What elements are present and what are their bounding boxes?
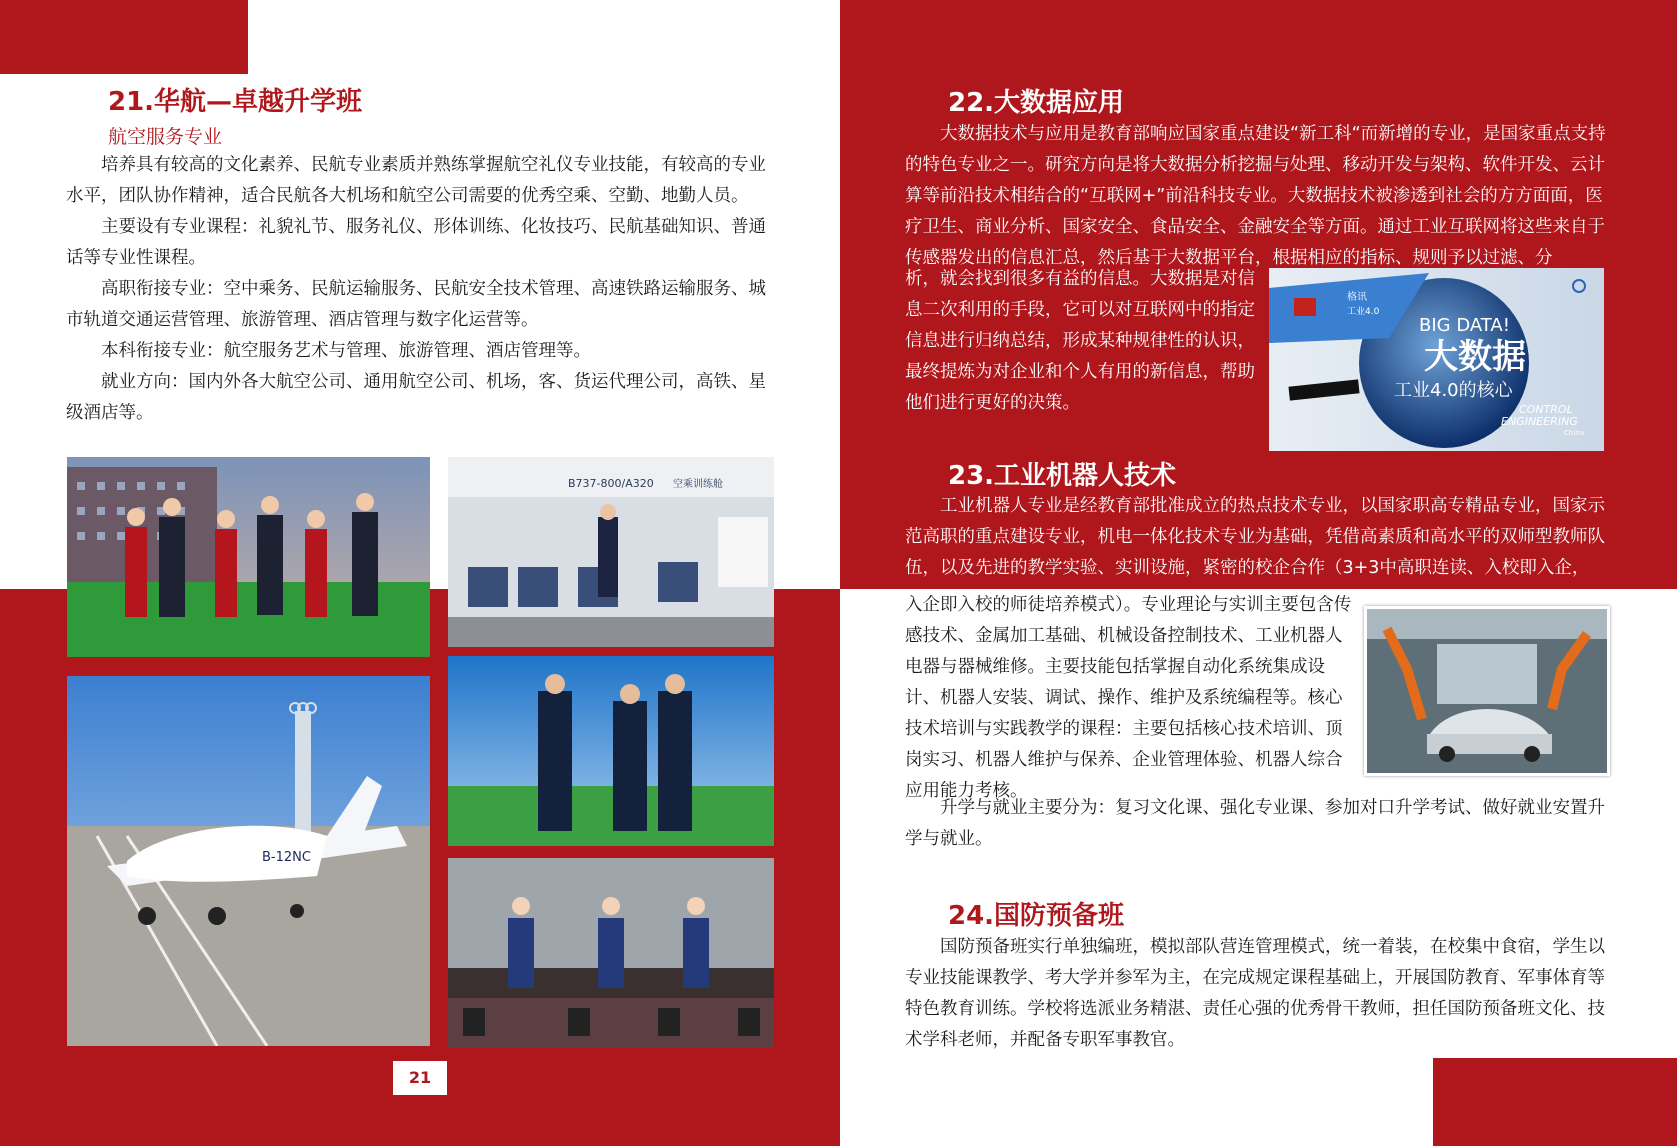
section-23-last-body xyxy=(905,793,1610,855)
industrial-robot-image xyxy=(1364,606,1610,776)
section-23-title: 23.工业机器人技术 xyxy=(948,461,1177,491)
paragraph: 本科衔接专业：航空服务艺术与管理、旅游管理、酒店管理等。 xyxy=(101,341,591,361)
section-24-body xyxy=(905,932,1610,1056)
big-data-image xyxy=(1269,268,1604,451)
logo-engineering: ENGINEERING xyxy=(1501,415,1578,428)
photo-stage-performance xyxy=(448,858,774,1048)
section-22-title: 22.大数据应用 xyxy=(948,88,1125,118)
paragraph: 主要设有专业课程：礼貌礼节、服务礼仪、形体训练、化妆技巧、民航基础知识、普通话等专业性课程。 xyxy=(66,217,766,268)
paragraph: 升学与就业主要分为：复习文化课、强化专业课、参加对口升学考试、做好就业安置升学与就业。 xyxy=(905,798,1605,849)
section-21-title: 21.华航—卓越升学班 xyxy=(108,87,363,117)
logo-china: China xyxy=(1564,429,1584,437)
cabin-sign-text-2: 空乘训练舱 xyxy=(673,479,723,490)
big-data-cn-title: 大数据 xyxy=(1424,337,1526,377)
cabin-sign-text: B737-800/A320 xyxy=(568,477,654,490)
paragraph: 高职衔接专业：空中乘务、民航运输服务、民航安全技术管理、高速铁路运输服务、城市轨道交通运营管理、旅游管理、酒店管理与数字化运营等。 xyxy=(66,279,766,330)
section-23-body xyxy=(905,491,1610,584)
paragraph: 国防预备班实行单独编班，模拟部队营连管理模式，统一着装，在校集中食宿，学生以专业技能课教学、考大学并参军为主，在完成规定课程基础上，开展国防教育、军事体育等特色教育训练。学校将选派业务精湛、责任心强的优秀骨干教师，担任国防预备班文化、技术学科老师，并配备专职军事教官。 xyxy=(905,937,1605,1050)
big-data-en-title: BIG DATA! xyxy=(1419,315,1510,336)
big-data-brand-2: 工业4.0 xyxy=(1347,307,1380,317)
page-number-right: 22 xyxy=(1232,1061,1286,1095)
photo-cabin-training xyxy=(448,457,774,647)
section-22-body xyxy=(905,119,1610,274)
paragraph: 大数据技术与应用是教育部响应国家重点建设“新工科“而新增的专业，是国家重点支持的特色专业之一。研究方向是将大数据分析挖掘与处理、移动开发与架构、软件开发、云计算等前沿技术相结合的“互联网+”前沿科技专业。大数据技术被渗透到社会的方方面面，医疗卫生、商业分析、国家安全、食品安全、金融安全等方面。通过工业互联网将这些来自于传感器发出的信息汇总，然后基于大数据平台，根据相应的指标、规则予以过滤、分 xyxy=(905,124,1606,268)
big-data-brand-1: 格讯 xyxy=(1347,292,1367,303)
plane-registration: B-12NC xyxy=(262,850,311,865)
paragraph: 入企即入校的师徒培养模式）。专业理论与实训主要包含传感技术、金属加工基础、机械设备控制技术、工业机器人电器与器械维修。主要技能包括掌握自动化系统集成设计、机器人安装、调试、操作、维护及系统编程等。核心技术培训与实践教学的课程：主要包括核心技术培训、顶岗实习、机器人维护与保养、企业管理体验、机器人综合应用能力考核。 xyxy=(905,595,1352,801)
photo-students-outdoor-pose xyxy=(448,656,774,846)
page-number-left: 21 xyxy=(393,1061,447,1095)
section-22-wrapped-body xyxy=(905,264,1263,419)
paragraph: 培养具有较高的文化素养、民航专业素质并熟练掌握航空礼仪专业技能，有较高的专业水平，团队协作精神，适合民航各大机场和航空公司需要的优秀空乘、空勤、地勤人员。 xyxy=(66,155,766,206)
photo-light-aircraft xyxy=(67,676,430,1046)
section-24-title: 24.国防预备班 xyxy=(948,901,1125,931)
paragraph: 工业机器人专业是经教育部批准成立的热点技术专业，以国家职高专精品专业，国家示范高职的重点建设专业，机电一体化技术专业为基础，凭借高素质和高水平的双师型教师队伍，以及先进的教学实验、实训设施，紧密的校企合作（3+3中高职连读、入校即入企， xyxy=(905,496,1605,578)
photo-students-uniform-group xyxy=(67,457,430,657)
paragraph: 就业方向：国内外各大航空公司、通用航空公司、机场，客、货运代理公司，高铁、星级酒店等。 xyxy=(66,372,766,423)
section-21-body xyxy=(66,150,774,429)
paragraph: 析，就会找到很多有益的信息。大数据是对信息二次利用的手段，它可以对互联网中的指定信息进行归纳总结，形成某种规律性的认识，最终提炼为对企业和个人有用的新信息，帮助他们进行更好的决策。 xyxy=(905,269,1255,413)
logo-control: CONTROL xyxy=(1519,403,1573,416)
left-top-red-block xyxy=(0,0,248,74)
right-bottom-red-block xyxy=(1433,1058,1677,1146)
section-23-wrapped-body xyxy=(905,590,1353,807)
section-21-subtitle: 航空服务专业 xyxy=(108,126,223,148)
big-data-cn-subtitle: 工业4.0的核心 xyxy=(1394,380,1513,401)
